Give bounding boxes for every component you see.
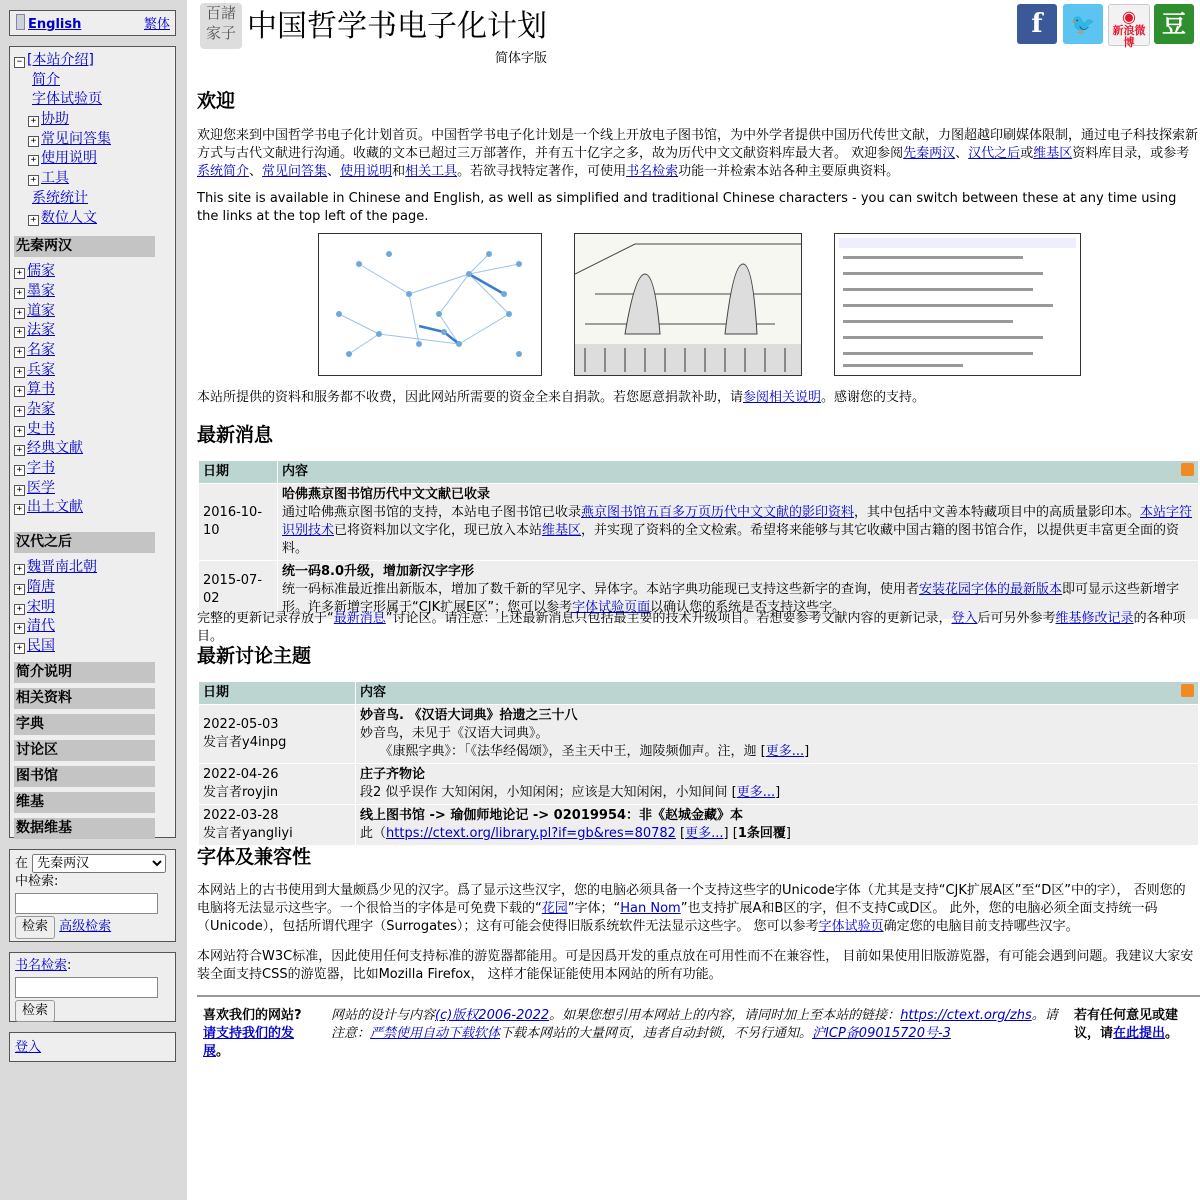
expand-icon[interactable]: + bbox=[14, 288, 25, 299]
flag-icon bbox=[16, 14, 25, 30]
sidebar-item[interactable]: + 算书 bbox=[14, 380, 171, 400]
column-header-date: 日期 bbox=[199, 682, 356, 705]
language-box bbox=[9, 10, 176, 36]
nav-section[interactable]: 图书馆 bbox=[14, 766, 155, 787]
table-row: 2022-03-28 发言者yangliyi 线上图书馆 -> 瑜伽师地论记 -> 02019954：非《赵城金藏》本 此（https://ctext.org/library.pl?if=gb&res=80782 [更多...] [1条回覆] bbox=[199, 805, 1199, 846]
sidebar-item[interactable]: + 常见问答集 bbox=[14, 130, 171, 150]
woodblock-illustration-thumbnail[interactable] bbox=[574, 233, 802, 376]
search-button[interactable]: 检索 bbox=[15, 916, 55, 938]
sidebar-item[interactable]: + 儒家 bbox=[14, 262, 171, 282]
sidebar-item[interactable]: + 医学 bbox=[14, 479, 171, 499]
nav-section[interactable]: 数据维基 bbox=[14, 818, 155, 839]
rss-icon[interactable] bbox=[1181, 684, 1194, 697]
rss-icon[interactable] bbox=[1181, 463, 1194, 476]
sidebar-item[interactable]: + 史书 bbox=[14, 420, 171, 440]
expand-icon[interactable]: + bbox=[14, 604, 25, 615]
collapse-icon[interactable]: − bbox=[14, 57, 25, 68]
advanced-search-link[interactable]: 高级检索 bbox=[59, 919, 112, 935]
expand-icon[interactable]: + bbox=[14, 485, 25, 496]
table-row: 2015-07-02 统一码8.0升级，增加新汉字字形 统一码标准最近推出新版本，增加了数千新的罕见字、异体字。本站字典功能现已支持这些新字的查询，使用者安装花园字体的最新版本即可显示这些新增字形。许多新增字形属于“CJK扩展E区”；您可以参考字体试验页面以确认您的系统是否支持这些字。 bbox=[199, 561, 1199, 620]
expand-icon[interactable]: + bbox=[14, 347, 25, 358]
sidebar-item[interactable]: + 经典文献 bbox=[14, 439, 171, 459]
nav-section-pre-qin[interactable]: 先秦两汉 bbox=[14, 236, 155, 257]
sidebar-item[interactable]: 字体试验页 bbox=[32, 91, 102, 108]
nav-intro[interactable]: − [本站介绍] bbox=[14, 51, 171, 71]
nav-section[interactable]: 相关资料 bbox=[14, 688, 155, 709]
donation-link[interactable]: 参阅相关说明 bbox=[743, 390, 822, 405]
version-label: 简体字版 bbox=[495, 51, 548, 66]
expand-icon[interactable]: + bbox=[28, 116, 39, 127]
expand-icon[interactable]: + bbox=[14, 308, 25, 319]
expand-icon[interactable]: + bbox=[14, 268, 25, 279]
expand-icon[interactable]: + bbox=[14, 406, 25, 417]
expand-icon[interactable]: + bbox=[14, 504, 25, 515]
sidebar-item[interactable]: + 兵家 bbox=[14, 361, 171, 381]
sidebar-item[interactable]: + 使用说明 bbox=[14, 149, 171, 169]
sidebar-item[interactable]: + 法家 bbox=[14, 321, 171, 341]
column-header-date: 日期 bbox=[199, 461, 278, 484]
fonts-paragraph: 本网站上的古书使用到大量颇爲少见的汉字。爲了显示这些汉字，您的电脑必须具备一个支持这些字的Unicode字体（尤其是支持“CJK扩展A区”至“D区”中的字）， 否则您的电脑将无法显示这些字。一个很恰当的字体是可免费下载的“花园”字体；“Han Nom”也支持扩展A和B区的字，但不支持C或D区。 此外，您的电脑必须全面支持统一码（Unicode），包括所谓代理字（Surrogates）；这有可能会使得旧版系统软件无法显示这些字。 您可以参考字体试验页确定您的电脑目前支持哪些汉字。 bbox=[197, 883, 1186, 934]
sidebar-item[interactable]: + 魏晋南北朝 bbox=[14, 558, 171, 578]
title-search-button[interactable]: 检索 bbox=[15, 1000, 55, 1022]
sidebar-item[interactable]: + 名家 bbox=[14, 341, 171, 361]
sidebar-item[interactable]: + 工具 bbox=[14, 169, 171, 189]
expand-icon[interactable]: + bbox=[28, 175, 39, 186]
feedback-link[interactable]: 在此提出 bbox=[1113, 1026, 1166, 1041]
sidebar-item[interactable]: + 宋明 bbox=[14, 598, 171, 618]
text-page-thumbnail[interactable] bbox=[834, 233, 1081, 376]
sidebar-item[interactable]: + 杂家 bbox=[14, 400, 171, 420]
expand-icon[interactable]: + bbox=[14, 426, 25, 437]
nav-section[interactable]: 维基 bbox=[14, 792, 155, 813]
title-search-link[interactable]: 书名检索 bbox=[15, 958, 68, 973]
site-title: 中国哲学书电子化计划 bbox=[247, 9, 547, 44]
news-heading: 最新消息 bbox=[197, 424, 274, 446]
login-box bbox=[9, 1032, 176, 1062]
table-row: 2022-05-03 发言者y4inpg 妙音鸟. 《汉语大词典》拾遗之三十八 妙音鸟，未见于《汉语大词典》。 《康熙字典》：「《法华经偈颂》，圣主天中王，迦陵频伽声。注，迦 [更多...] bbox=[199, 705, 1199, 764]
expand-icon[interactable]: + bbox=[14, 465, 25, 476]
nav-section[interactable]: 字典 bbox=[14, 714, 155, 735]
sidebar-item[interactable]: + 墨家 bbox=[14, 282, 171, 302]
expand-icon[interactable]: + bbox=[14, 445, 25, 456]
sidebar-item[interactable]: + 道家 bbox=[14, 302, 171, 322]
sidebar-item[interactable]: + 协助 bbox=[14, 110, 171, 130]
column-header-content: 内容 bbox=[278, 461, 1199, 484]
nav-section[interactable]: 讨论区 bbox=[14, 740, 155, 761]
sidebar-item[interactable]: + 清代 bbox=[14, 617, 171, 637]
site-logo[interactable]: 百諸 家子 bbox=[200, 3, 242, 49]
nav-section[interactable]: 简介说明 bbox=[14, 662, 155, 683]
header bbox=[197, 0, 1200, 78]
expand-icon[interactable]: + bbox=[14, 623, 25, 634]
welcome-heading: 欢迎 bbox=[197, 90, 236, 112]
compatibility-paragraph: 本网站符合W3C标准，因此使用任何支持标准的游览器都能用。可是因爲开发的重点放在可用性而不在兼容性， 目前如果使用旧版游览器，有可能会遇到问题。我建议大家安装全面支持CSS的游览器，比如Mozilla Firefox， 这样才能保证能使用本网站的所有功能。 bbox=[197, 949, 1194, 982]
welcome-paragraph: 欢迎您来到中国哲学书电子化计划首页。中国哲学书电子化计划是一个线上开放电子图书馆，为中外学者提供中国历代传世文献，力图超越印刷媒体限制，通过电子科技探索新方式与古代文献进行沟通。收藏的文本已超过三万部著作，并有五十亿字之多，故为历代中文文献资料库最大者。 欢迎参阅先秦两汉、汉代之后或维基区资料库目录，或参考系统简介、常见问答集、使用说明和相关工具。若欲寻找特定著作，可使用书名检索功能一并检索本站各种主要原典资料。 bbox=[197, 128, 1199, 179]
weibo-icon[interactable]: ◉ 新浪微博 bbox=[1108, 4, 1150, 46]
column-header-content: 内容 bbox=[356, 682, 1199, 705]
nav-box bbox=[9, 46, 176, 838]
sidebar bbox=[0, 0, 187, 1200]
news-table bbox=[198, 460, 1199, 620]
sidebar-item[interactable]: 简介 bbox=[32, 71, 60, 88]
facebook-icon[interactable]: f bbox=[1017, 4, 1057, 44]
traditional-link[interactable]: 繁体 bbox=[143, 17, 170, 32]
table-row: 2022-04-26 发言者royjin 庄子齐物论 段2 似乎误作 大知闲闲，小知闲闲；应该是大知闲闲，小知间间 [更多...] bbox=[199, 764, 1199, 805]
donation-note: 本站所提供的资料和服务都不收费，因此网站所需要的资金全来自捐款。若您愿意捐款补助，请参阅相关说明。感谢您的支持。 bbox=[197, 390, 926, 405]
sidebar-item[interactable]: + 字书 bbox=[14, 459, 171, 479]
footer: 喜欢我们的网站? 请支持我们的发展。 网站的设计与内容(c)版权2006-2022。如果您想引用本网站上的内容，请同时加上至本站的链接：https://ctext.org/zhs。请注意：严禁使用自动下载软体下载本网站的大量网页，违者自动封锁，不另行通知。沪ICP备09015720号-3 若有任何意见或建议，请在此提出。 bbox=[197, 995, 1200, 997]
sidebar-item[interactable]: + 隋唐 bbox=[14, 578, 171, 598]
discussion-table bbox=[198, 681, 1199, 846]
title-search-input[interactable] bbox=[15, 977, 158, 998]
expand-icon[interactable]: + bbox=[14, 367, 25, 378]
english-link[interactable]: English bbox=[28, 17, 82, 32]
login-link[interactable]: 登入 bbox=[15, 1040, 42, 1055]
expand-icon[interactable]: + bbox=[14, 584, 25, 595]
expand-icon[interactable]: + bbox=[28, 215, 39, 226]
expand-icon[interactable]: + bbox=[28, 136, 39, 147]
expand-icon[interactable]: + bbox=[14, 643, 25, 654]
search-scope-select[interactable] bbox=[32, 854, 166, 873]
title-search-box: 书名检索: 检索 bbox=[9, 952, 176, 1022]
search-input[interactable] bbox=[15, 893, 158, 914]
search-box: 在 先秦两汉 中检索: 检索 高级检索 bbox=[9, 849, 176, 942]
fonts-heading: 字体及兼容性 bbox=[197, 846, 312, 868]
sidebar-item[interactable]: + 数位人文 bbox=[14, 209, 171, 229]
sidebar-item[interactable]: + 民国 bbox=[14, 637, 171, 657]
expand-icon[interactable]: + bbox=[14, 564, 25, 575]
network-graph-thumbnail[interactable] bbox=[318, 233, 542, 376]
english-note: This site is available in Chinese and English, as well as simplified and traditional Chinese characters - you can switch between these at any time using the links at the top left of the page. bbox=[197, 191, 1177, 224]
sidebar-item[interactable]: 系统统计 bbox=[32, 189, 88, 206]
twitter-icon[interactable]: 🐦 bbox=[1063, 4, 1103, 44]
expand-icon[interactable]: + bbox=[14, 386, 25, 397]
expand-icon[interactable]: + bbox=[28, 155, 39, 166]
sidebar-item[interactable]: + 出土文献 bbox=[14, 498, 171, 518]
support-link[interactable]: 请支持我们的发展 bbox=[203, 1026, 295, 1059]
news-footnote: 完整的更新记录存放于“最新消息”讨论区。请注意：上述最新消息只包括最主要的技术升级项目。若想要参考文献内容的更新记录，登入后可另外参考维基修改记录的各种项目。 bbox=[197, 611, 1186, 644]
nav-section-post-han[interactable]: 汉代之后 bbox=[14, 532, 155, 553]
discussion-heading: 最新讨论主题 bbox=[197, 645, 312, 667]
douban-icon[interactable]: 豆 bbox=[1154, 4, 1194, 44]
expand-icon[interactable]: + bbox=[14, 327, 25, 338]
table-row: 2016-10-10 哈佛燕京图书馆历代中文文献已收录 通过哈佛燕京图书馆的支持，本站电子图书馆已收录燕京图书馆五百多万页历代中文文献的影印资料，其中包括中文善本特藏项目中的高质量影印本。本站字符识别技术已将资料加以文字化，现已放入本站维基区，并实现了资料的全文检索。希望将来能够与其它收藏中国古籍的图书馆合作，以提供更丰富更全面的资料。 bbox=[199, 484, 1199, 561]
